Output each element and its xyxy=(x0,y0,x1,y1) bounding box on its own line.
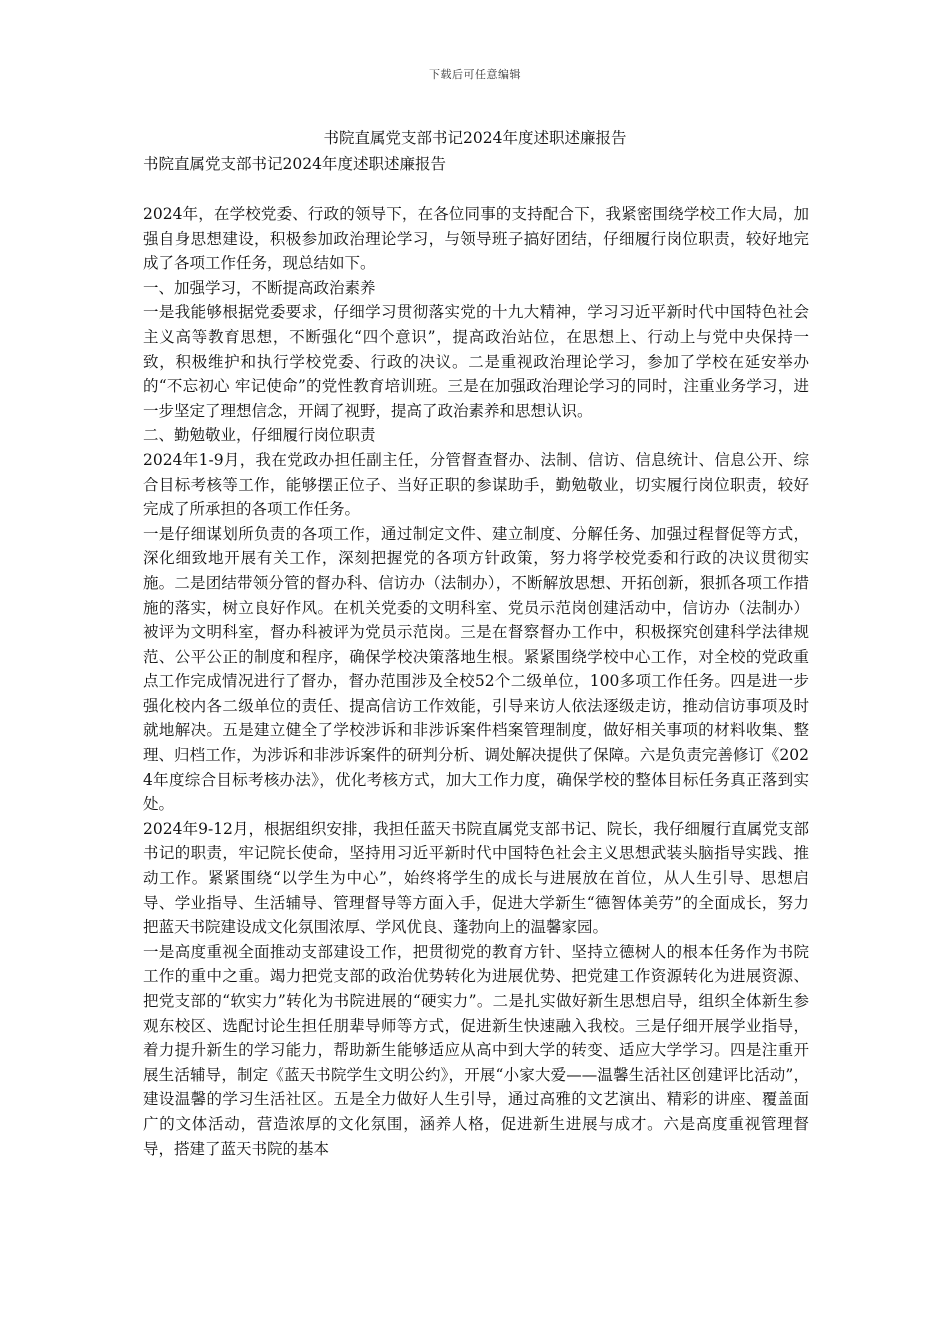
intro-paragraph: 2024年，在学校党委、行政的领导下，在各位同事的支持配合下，我紧密围绕学校工作大局，加强自身思想建设，积极参加政治理论学习，与领导班子搞好团结，仔细履行岗位职责，较好地完成了各项工作任务，现总结如下。 xyxy=(143,205,809,273)
body-paragraph: 一是我能够根据党委要求，仔细学习贯彻落实党的十九大精神，学习习近平新时代中国特色社会主义高等教育思想，不断强化“四个意识”，提高政治站位，在思想上、行动上与党中央保持一致，积极维护和执行学校党委、行政的决议。二是重视政治理论学习，参加了学校在延安举办的“不忘初心 牢记使命”的党性教育培训班。三是在加强政治理论学习的同时，注重业务学习，进一步坚定了理想信念，开阔了视野，提高了政治素养和思想认识。 xyxy=(143,303,809,420)
header-note: 下载后可任意编辑 xyxy=(429,68,521,81)
body-paragraph: 一是高度重视全面推动支部建设工作，把贯彻党的教育方针、坚持立德树人的根本任务作为书院工作的重中之重。竭力把党支部的政治优势转化为进展优势、把党建工作资源转化为进展资源、把党支部的“软实力”转化为书院进展的“硬实力”。二是扎实做好新生思想启导，组织全体新生参观东校区、选配讨论生担任朋辈导师等方式，促进新生快速融入我校。三是仔细开展学业指导，着力提升新生的学习能力，帮助新生能够适应从高中到大学的转变、适应大学学习。四是注重开展生活辅导，制定《蓝天书院学生文明公约》，开展“小家大爱——温馨生活社区创建评比活动”，建设温馨的学习生活社区。五是全力做好人生引导，通过高雅的文艺演出、精彩的讲座、覆盖面广的文体活动，营造浓厚的文化氛围，涵养人格，促进新生进展与成才。六是高度重视管理督导，搭建了蓝天书院的基本 xyxy=(143,942,809,1158)
section-heading-2: 二、勤勉敬业，仔细履行岗位职责 xyxy=(143,426,376,445)
document-body xyxy=(143,202,809,1161)
body-paragraph: 一是仔细谋划所负责的各项工作，通过制定文件、建立制度、分解任务、加强过程督促等方式，深化细致地开展有关工作，深刻把握党的各项方针政策，努力将学校党委和行政的决议贯彻实施。二是团结带领分管的督办科、信访办（法制办），不断解放思想、开拓创新，狠抓各项工作措施的落实，树立良好作风。在机关党委的文明科室、党员示范岗创建活动中，信访办（法制办）被评为文明科室，督办科被评为党员示范岗。三是在督察督办工作中，积极探究创建科学法律规范、公平公正的制度和程序，确保学校决策落地生根。紧紧围绕学校中心工作，对全校的党政重点工作完成情况进行了督办，督办范围涉及全校52个二级单位，100多项工作任务。四是进一步强化校内各二级单位的责任、提高信访工作效能，引导来访人依法逐级走访，推动信访事项及时就地解决。五是建立健全了学校涉诉和非涉诉案件档案管理制度，做好相关事项的材料收集、整理、归档工作，为涉诉和非涉诉案件的研判分析、调处解决提供了保障。六是负责完善修订《2024年度综合目标考核办法》，优化考核方式，加大工作力度，确保学校的整体目标任务真正落到实处。 xyxy=(143,524,809,814)
body-paragraph: 2024年1-9月，我在党政办担任副主任，分管督查督办、法制、信访、信息统计、信息公开、综合目标考核等工作，能够摆正位子、当好正职的参谋助手，勤勉敬业，切实履行岗位职责，较好完成了所承担的各项工作任务。 xyxy=(143,450,809,519)
document-title: 书院直属党支部书记2024年度述职述廉报告 xyxy=(323,129,627,147)
section-heading-1: 一、加强学习，不断提高政治素养 xyxy=(143,278,376,297)
document-subtitle: 书院直属党支部书记2024年度述职述廉报告 xyxy=(143,155,446,173)
body-paragraph: 2024年9-12月，根据组织安排，我担任蓝天书院直属党支部书记、院长，我仔细履行直属党支部书记的职责，牢记院长使命，坚持用习近平新时代中国特色社会主义思想武装头脑指导实践、推动工作。紧紧围绕“以学生为中心”，始终将学生的成长与进展放在首位，从人生引导、思想启导、学业指导、生活辅导、管理督导等方面入手，促进大学新生“德智体美劳”的全面成长，努力把蓝天书院建设成文化氛围浓厚、学风优良、蓬勃向上的温馨家园。 xyxy=(143,819,809,937)
